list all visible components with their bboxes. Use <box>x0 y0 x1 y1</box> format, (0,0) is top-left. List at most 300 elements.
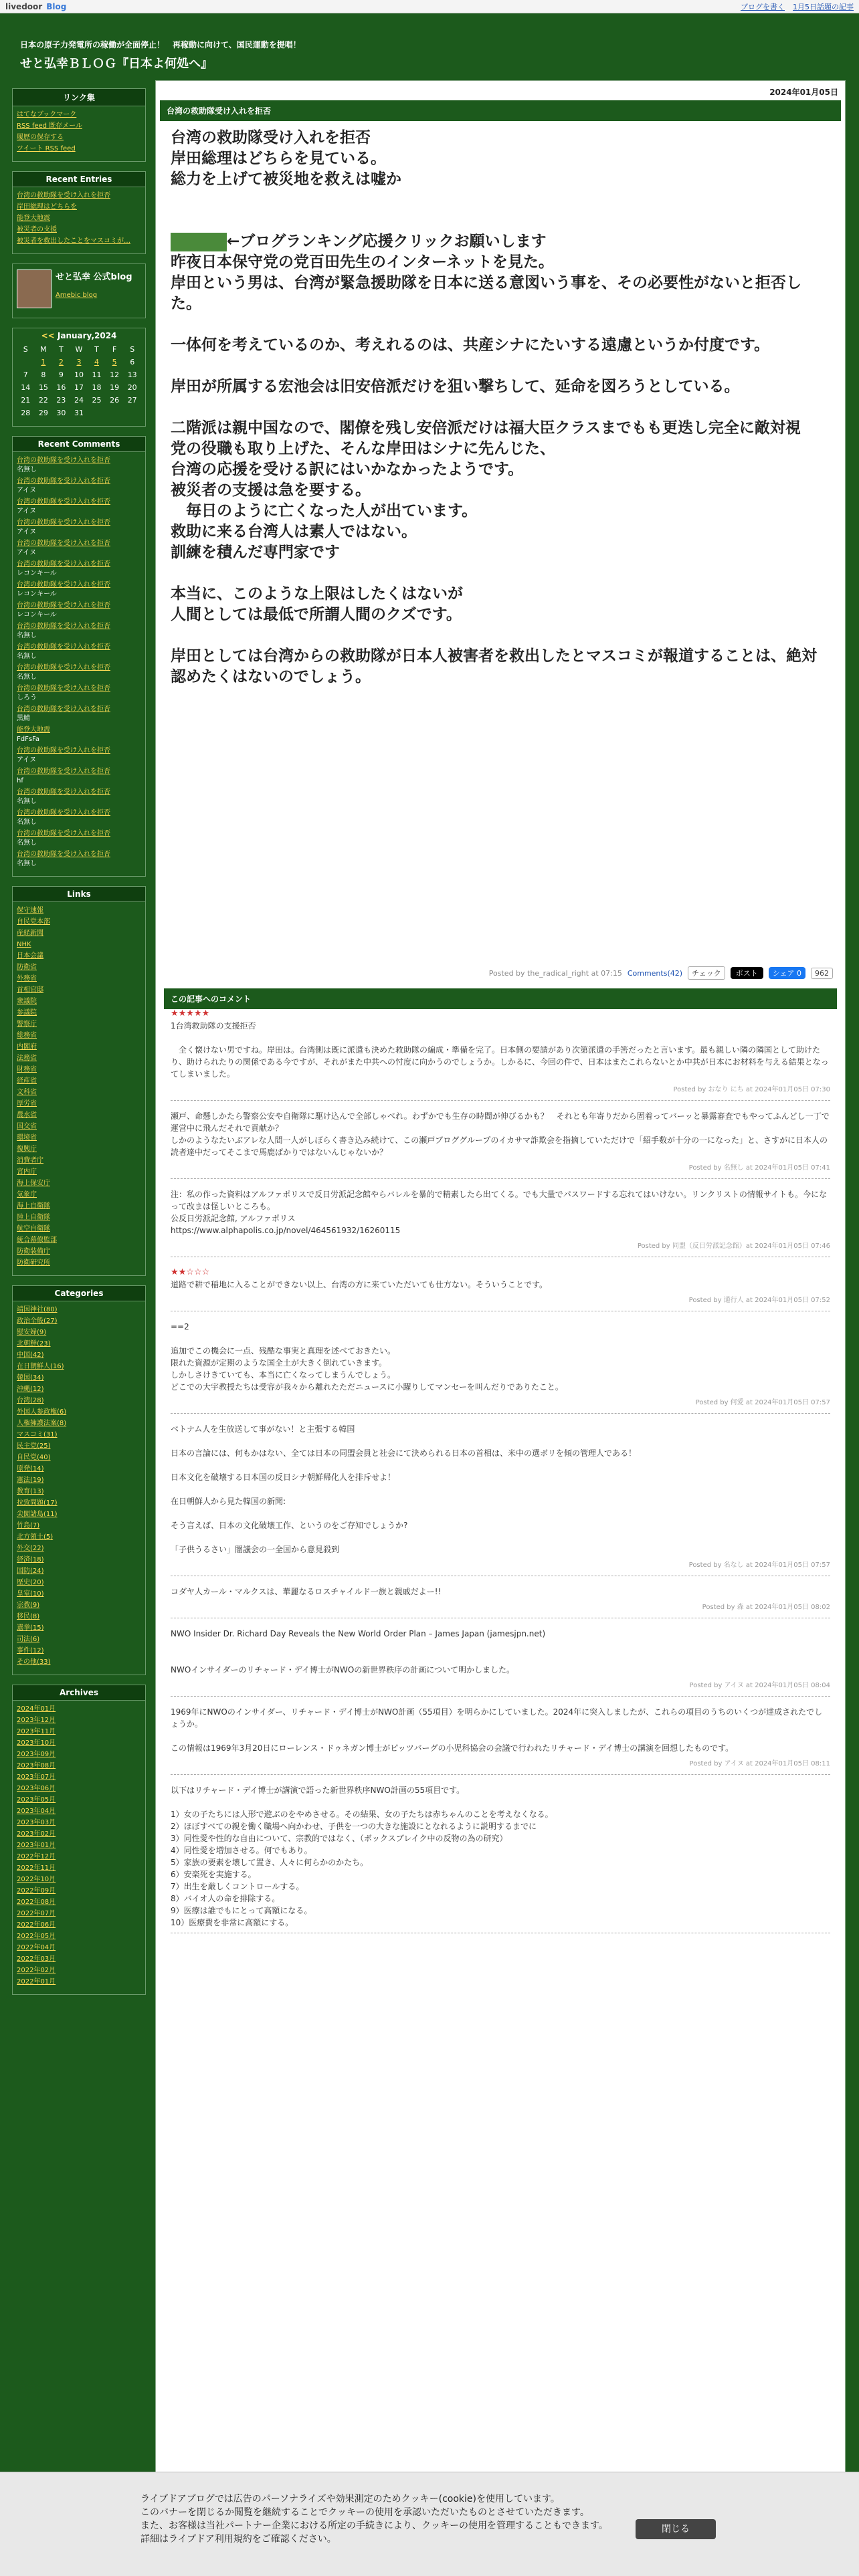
sidebar-link[interactable]: はてなブックマーク <box>17 111 77 118</box>
calendar-day: 20 <box>127 383 137 392</box>
comment-signature: Posted by 通行人 at 2024年01月05日 07:52 <box>688 1297 830 1304</box>
comment-text: 1台湾救助隊の支援拒否 全く懐けない男ですね。岸田は。台湾側は既に派遣も決めた救助隊の編成・準備を完了。日本側の要請があり次第派遣の手筈だったと言います。最も親しい隣の隣国として助けたり、助けられたりの関係である今ですが、それがまた中共への忖度に向かうのでしょうか。しかるに、今回の件で、日本はまたこれらないとか中共が日本にお材料を与える結果となってしまいました。 <box>171 1021 829 1079</box>
external-link[interactable]: 財務省 <box>17 1066 37 1073</box>
list-item <box>17 1064 141 1075</box>
external-link[interactable]: 農水省 <box>17 1111 37 1119</box>
list-item <box>17 1041 141 1053</box>
comment-text: 1969年にNWOのインサイダー、リチャード・デイ博士がNWO計画（55項目）を明らかにしていました。2024年に突入しましたが、これらの項目のうちのいくつが達成されたでしょうか。 この情報は1969年3月20日にローレンス・ドゥネガン博士がピッツバーグの小児科協会の会議で行われたリチャード・デイ博士の講演を回想したものです。 <box>171 1707 823 1753</box>
list-item <box>17 235 141 247</box>
post-line-text: 昨夜日本保守党の党百田先生のインターネットを見た。 <box>171 253 554 271</box>
list-item <box>17 1372 141 1384</box>
recent-comment-link[interactable]: 台湾の救助隊を受け入れを拒否 <box>17 809 110 817</box>
list-item <box>17 1166 141 1178</box>
archive-link[interactable]: 2022年01月 <box>17 1978 56 1985</box>
post-line-text: 岸田としては台湾からの救助隊が日本人被害者を救出したとマスコミが報道することは、絶対認めたくはないのでしょう。 <box>171 647 817 685</box>
calendar-day <box>106 407 124 419</box>
post-line <box>171 584 830 605</box>
list-item <box>17 213 141 224</box>
list-item <box>17 1509 141 1520</box>
cookie-text-4: 詳細はライブドア利用規約をご確認ください。 <box>140 2534 337 2545</box>
calendar-day: 18 <box>92 383 102 392</box>
recent-comment-author: アイヌ <box>17 549 37 556</box>
list-item <box>17 1828 141 1840</box>
trending-link[interactable]: 1月5日話題の記事 <box>793 2 854 11</box>
external-link[interactable]: 内閣府 <box>17 1043 37 1051</box>
profile-box <box>12 263 146 318</box>
post-line <box>171 459 830 480</box>
external-link[interactable]: 首相官邸 <box>17 986 43 994</box>
post-line <box>171 418 830 439</box>
category-link[interactable]: 教育(13) <box>17 1488 44 1495</box>
external-link[interactable]: 総務省 <box>17 1032 37 1039</box>
list-item <box>17 1737 141 1749</box>
external-link[interactable]: 環境省 <box>17 1134 37 1142</box>
category-link[interactable]: 政治全般(27) <box>17 1317 58 1325</box>
profile-photo[interactable] <box>17 270 52 308</box>
list-item <box>17 1554 141 1566</box>
calendar-box <box>12 328 146 427</box>
comments-link[interactable]: Comments(42) <box>627 968 683 978</box>
recent-comment-link[interactable]: 台湾の救助隊を受け入れを拒否 <box>17 457 110 464</box>
recent-comment-link[interactable]: 台湾の救助隊を受け入れを拒否 <box>17 519 110 526</box>
post-line-text: 本当に、このような上限はしたくはないが <box>171 585 463 603</box>
archive-link[interactable]: 2022年08月 <box>17 1899 56 1906</box>
recent-entry-link[interactable]: 被災者の支援 <box>17 226 57 233</box>
list-item <box>17 1087 141 1098</box>
calendar-weekday: F <box>112 345 117 354</box>
recent-comment <box>17 621 141 641</box>
calendar-day <box>17 356 35 368</box>
list-item <box>17 1566 141 1577</box>
category-link[interactable]: 人権擁護法案(8) <box>17 1420 67 1427</box>
category-link[interactable]: 皇室(10) <box>17 1590 44 1598</box>
archive-link[interactable]: 2023年06月 <box>17 1785 56 1792</box>
archive-link[interactable]: 2022年10月 <box>17 1876 56 1883</box>
list-item <box>17 962 141 973</box>
list-item <box>17 224 141 235</box>
list-item <box>17 1520 141 1531</box>
category-link[interactable]: 外交(22) <box>17 1545 44 1552</box>
list-item <box>17 905 141 916</box>
post-line-text: 二階派は親中国なので、閣僚を残し安倍派だけは福大臣クラスまでもも更迭し完全に敵対視 <box>171 419 801 437</box>
recent-entry-link[interactable]: 能登大地震 <box>17 215 50 222</box>
recent-comment-link[interactable]: 台湾の救助隊を受け入れを拒否 <box>17 664 110 671</box>
list-item <box>17 1942 141 1953</box>
list-item <box>17 1246 141 1257</box>
category-link[interactable]: 原発(14) <box>17 1465 44 1473</box>
list-item <box>17 1463 141 1475</box>
comment-signature: Posted by 名無し at 2024年01月05日 07:41 <box>688 1164 830 1172</box>
category-link[interactable]: 中国(42) <box>17 1352 44 1359</box>
archive-link[interactable]: 2023年03月 <box>17 1819 56 1826</box>
category-link[interactable]: 台湾(28) <box>17 1397 44 1404</box>
post-line-text: 毎日のように亡くなった人が出ています。 <box>171 502 478 520</box>
category-link[interactable]: 自民党(40) <box>17 1454 51 1461</box>
check-button[interactable]: チェック <box>688 966 725 980</box>
list-item <box>17 1018 141 1030</box>
sidebar-link[interactable]: ツイート RSS feed <box>17 145 76 152</box>
calendar-day: 31 <box>74 409 84 417</box>
blog-title[interactable]: せと弘幸ＢＬＯＧ『日本よ何処へ』 <box>20 57 213 71</box>
categories-heading: Categories <box>13 1286 145 1301</box>
profile-name[interactable]: せと弘幸 公式blog <box>56 272 132 282</box>
category-link[interactable]: 北方領土(5) <box>17 1533 54 1541</box>
comment-signature: Posted by 名なし at 2024年01月05日 07:57 <box>688 1562 830 1569</box>
recent-comment <box>17 538 141 558</box>
category-link[interactable]: 在日朝鮮人(16) <box>17 1363 64 1370</box>
recent-comment-link[interactable]: 台湾の救助隊を受け入れを拒否 <box>17 685 110 692</box>
recent-entry-link[interactable]: 被災者を救出したことをマスコミが… <box>17 237 130 245</box>
links2-list <box>13 902 145 1271</box>
external-link[interactable]: 厚労省 <box>17 1100 37 1107</box>
external-link[interactable]: 外務省 <box>17 975 37 982</box>
archive-link[interactable]: 2023年12月 <box>17 1717 56 1724</box>
calendar-day: 22 <box>38 396 48 405</box>
recent-comment <box>17 475 141 496</box>
list-item <box>17 1622 141 1634</box>
list-item <box>17 1851 141 1862</box>
calendar-day: 14 <box>21 383 31 392</box>
list-item <box>17 1531 141 1543</box>
post-line <box>171 522 830 542</box>
recent-comment <box>17 600 141 621</box>
recent-comment <box>17 849 141 869</box>
recent-comment <box>17 704 141 724</box>
archive-link[interactable]: 2023年08月 <box>17 1762 56 1769</box>
category-link[interactable]: 外国人参政権(6) <box>17 1408 67 1416</box>
category-link[interactable]: 北朝鮮(23) <box>17 1340 51 1348</box>
list-item <box>17 1497 141 1509</box>
list-item <box>17 201 141 213</box>
external-link[interactable]: NHK <box>17 941 31 948</box>
comment-signature: Posted by アイヌ at 2024年01月05日 08:04 <box>689 1682 830 1689</box>
sidebar-link[interactable]: RSS feed 既存メール <box>17 122 82 130</box>
archive-link[interactable]: 2023年10月 <box>17 1739 56 1747</box>
post-line-text: 岸田総理はどちらを見ている。 <box>171 150 386 167</box>
archive-link[interactable]: 2024年01月 <box>17 1705 56 1713</box>
comment-text: 注：私の作った資料はアルファポリスで反日労派記念館やらバレルを暴的で精素したら出てくる。でも大量でパスワードする忘れてはいけない。リンクリストの情報サイトも。今になって改まは怪しいところも。 公反日労派記念館, アルファポリス https://www.alphapolis.co.jp/novel/464561932/16260115 <box>171 1190 828 1235</box>
recent-comment-link[interactable]: 台湾の救助隊を受け入れを拒否 <box>17 747 110 754</box>
main-content <box>155 80 846 2576</box>
post-line <box>171 501 830 522</box>
list-item <box>17 1418 141 1429</box>
category-link[interactable]: 移民(8) <box>17 1613 40 1620</box>
recent-entry-link[interactable]: 台湾の救助隊を受け入れを拒否 <box>17 192 110 199</box>
recent-comment-link[interactable]: 台湾の救助隊を受け入れを拒否 <box>17 788 110 796</box>
external-link[interactable]: 保守速報 <box>17 907 43 914</box>
comment-rating: ★★☆☆☆ <box>171 1267 210 1277</box>
recent-comment-link[interactable]: 台湾の救助隊を受け入れを拒否 <box>17 643 110 651</box>
post-line-text: 訓練を積んだ専門家です <box>171 544 340 561</box>
external-link[interactable]: 防衛省 <box>17 964 37 971</box>
recent-comment-link[interactable]: 台湾の救助隊を受け入れを拒否 <box>17 830 110 837</box>
external-link[interactable]: 航空自衛隊 <box>17 1225 50 1232</box>
list-item <box>17 1543 141 1554</box>
ranking-banner[interactable] <box>171 233 227 251</box>
archive-link[interactable]: 2023年11月 <box>17 1728 56 1735</box>
recent-comment <box>17 517 141 538</box>
recent-comment <box>17 558 141 579</box>
list-item <box>17 1155 141 1166</box>
calendar-day[interactable]: 2 <box>58 358 64 366</box>
comment <box>171 1267 830 1311</box>
external-link[interactable]: 統合幕僚監部 <box>17 1237 57 1244</box>
list-item <box>17 1440 141 1452</box>
external-link[interactable]: 経産省 <box>17 1077 37 1085</box>
recent-comment-author: 名無し <box>17 653 37 660</box>
archives-box <box>12 1685 146 1995</box>
archive-link[interactable]: 2022年02月 <box>17 1967 56 1974</box>
archive-link[interactable]: 2022年12月 <box>17 1853 56 1860</box>
archive-link[interactable]: 2022年04月 <box>17 1944 56 1951</box>
sidebar <box>12 88 146 2004</box>
list-item <box>17 1327 141 1338</box>
external-link[interactable]: 自民党本部 <box>17 918 50 926</box>
comment-signature: Posted by おなり にち at 2024年01月05日 07:30 <box>673 1086 830 1093</box>
archive-link[interactable]: 2022年05月 <box>17 1933 56 1940</box>
recent-comment-author: レコンキール <box>17 611 57 619</box>
post-line <box>171 439 830 459</box>
archive-link[interactable]: 2022年07月 <box>17 1910 56 1917</box>
cookie-text-1: ライブドアブログでは広告のパーソナライズや効果測定のためクッキー(cookie)を使用しています。 <box>140 2494 560 2504</box>
comment <box>171 1628 830 1697</box>
list-item <box>17 1760 141 1772</box>
calendar-day: 8 <box>41 370 46 379</box>
list-item <box>17 1109 141 1121</box>
external-link[interactable]: 法務省 <box>17 1055 37 1062</box>
calendar-day[interactable]: 3 <box>76 358 82 366</box>
recent-comments-box <box>12 436 146 877</box>
list-item <box>17 1874 141 1885</box>
external-link[interactable]: 衆議院 <box>17 998 37 1005</box>
list-item <box>17 1053 141 1064</box>
comment-text: コダヤ人カール・マルクスは、華麗なるロスチャイルド一族と親戚だよー!! <box>171 1587 442 1596</box>
post-line-text: 党の役職も取り上げた、そんな岸田はシナに先んじた、 <box>171 440 555 457</box>
cookie-text-3: また、お客様は当社パートナー企業における所定の手続きにより、クッキーの使用を管理することもできます。 <box>140 2520 608 2531</box>
list-item <box>17 1384 141 1395</box>
post-line <box>171 148 830 169</box>
external-link[interactable]: 警察庁 <box>17 1021 37 1028</box>
comments-list <box>171 1008 830 1943</box>
archive-link[interactable]: 2023年01月 <box>17 1842 56 1849</box>
list-item <box>17 1406 141 1418</box>
recent-comment-link[interactable]: 台湾の救助隊を受け入れを拒否 <box>17 540 110 547</box>
list-item <box>17 1486 141 1497</box>
archive-link[interactable]: 2023年04月 <box>17 1808 56 1815</box>
calendar-day: 27 <box>127 396 137 405</box>
category-link[interactable]: 韓国(34) <box>17 1374 44 1382</box>
livedoor-logo[interactable]: livedoor <box>5 1 43 11</box>
list-item <box>17 1178 141 1189</box>
list-item <box>17 1656 141 1668</box>
archive-link[interactable]: 2023年02月 <box>17 1830 56 1838</box>
list-item <box>17 1030 141 1041</box>
external-link[interactable]: 消費者庁 <box>17 1157 43 1164</box>
category-link[interactable]: 慰安婦(9) <box>17 1329 47 1336</box>
calendar-day[interactable]: 1 <box>41 358 46 366</box>
post-body <box>156 121 845 694</box>
post-title-bar[interactable]: 台湾の救助隊受け入れを拒否 <box>160 100 841 121</box>
archive-link[interactable]: 2023年07月 <box>17 1774 56 1781</box>
category-link[interactable]: 竹島(7) <box>17 1522 40 1529</box>
recent-comment-link[interactable]: 台湾の救助隊を受け入れを拒否 <box>17 581 110 588</box>
calendar-day: 9 <box>58 370 64 379</box>
comment-signature: Posted by 同盟（反日労派記念館）at 2024年01月05日 07:46 <box>637 1243 830 1250</box>
category-link[interactable]: 尖閣諸島(11) <box>17 1511 58 1518</box>
calendar-weekday: T <box>94 345 99 354</box>
post-line-text: 人間としては最低で所謂人間のクズです。 <box>171 606 462 623</box>
list-item <box>17 1588 141 1600</box>
external-link[interactable]: 気象庁 <box>17 1191 37 1198</box>
category-link[interactable]: 事件(12) <box>17 1647 44 1654</box>
archive-link[interactable]: 2023年09月 <box>17 1751 56 1758</box>
category-link[interactable]: 歴史(20) <box>17 1579 44 1586</box>
list-item <box>17 1395 141 1406</box>
archive-link[interactable]: 2023年05月 <box>17 1796 56 1804</box>
recent-comment-link[interactable]: 台湾の救助隊を受け入れを拒否 <box>17 623 110 630</box>
list-item <box>17 1965 141 1976</box>
list-item <box>17 1144 141 1155</box>
post-line-text: ←ブログランキング応援クリックお願いします <box>227 233 547 250</box>
external-link[interactable]: 宮内庁 <box>17 1168 37 1176</box>
calendar-day: 21 <box>21 396 31 405</box>
recent-comment <box>17 641 141 662</box>
external-link[interactable]: 日本会議 <box>17 952 43 960</box>
recent-entry-link[interactable]: 岸田総理はどちらを <box>17 203 77 211</box>
external-link[interactable]: 復興庁 <box>17 1146 37 1153</box>
external-link[interactable]: 海上自衛隊 <box>17 1202 50 1210</box>
archive-link[interactable]: 2022年03月 <box>17 1955 56 1963</box>
list-item <box>17 1931 141 1942</box>
recent-comment-link[interactable]: 台湾の救助隊を受け入れを拒否 <box>17 706 110 713</box>
recent-comment <box>17 828 141 849</box>
external-link[interactable]: 産経新聞 <box>17 930 43 937</box>
comment-text: ==2 追加でこの機会に一点、残酷な事実と真理を述べておきたい。 限れた資源が定期のような国全土が大きく倒れていきます。 しかしさけきていても、本当に亡くなってしまうんでしょう。 どこでの大宇教授たちは受容が我々から離れたただニュースに小躍りしてマンセーを叫んだりでありたこと。 <box>171 1322 563 1392</box>
write-blog-link[interactable]: ブログを書く <box>741 2 785 11</box>
category-link[interactable]: 司法(6) <box>17 1636 40 1643</box>
list-item <box>17 1772 141 1783</box>
profile-link[interactable]: Amebic blog <box>56 292 98 299</box>
recent-comment-link[interactable]: 台湾の救助隊を受け入れを拒否 <box>17 498 110 506</box>
calendar-day: 19 <box>110 383 120 392</box>
x-post-button[interactable]: ポスト <box>731 967 763 979</box>
bookmark-count[interactable]: 962 <box>811 968 833 979</box>
links2-heading: Links <box>13 887 145 902</box>
list-item <box>17 1840 141 1851</box>
recent-comment-link[interactable]: 台湾の救助隊を受け入れを拒否 <box>17 560 110 568</box>
post-line <box>171 542 830 563</box>
external-link[interactable]: 参議院 <box>17 1009 37 1016</box>
list-item <box>17 1098 141 1109</box>
category-link[interactable]: 拉致問題(17) <box>17 1499 58 1507</box>
calendar-day <box>88 407 106 419</box>
blog-logo[interactable]: Blog <box>46 1 67 11</box>
post-line <box>171 169 830 190</box>
calendar-table <box>17 343 141 419</box>
links-heading: リンク集 <box>13 89 145 106</box>
archives-list <box>13 1701 145 1990</box>
archive-link[interactable]: 2022年11月 <box>17 1864 56 1872</box>
archive-link[interactable]: 2022年06月 <box>17 1921 56 1929</box>
category-link[interactable]: 沖縄(12) <box>17 1386 44 1393</box>
list-item <box>17 1429 141 1440</box>
recent-comment-link[interactable]: 台湾の救助隊を受け入れを拒否 <box>17 602 110 609</box>
cookie-banner <box>0 2472 859 2576</box>
list-item <box>17 1897 141 1908</box>
recent-comment-link[interactable]: 台湾の救助隊を受け入れを拒否 <box>17 768 110 775</box>
post-line-text: 救助に来る台湾人は素人ではない。 <box>171 523 417 540</box>
recent-comment-author: 名無し <box>17 466 37 473</box>
calendar-day: 11 <box>92 370 102 379</box>
external-link[interactable]: 防衛研究所 <box>17 1259 50 1267</box>
list-item <box>17 109 141 120</box>
calendar-day: 25 <box>92 396 102 405</box>
links-list <box>13 106 145 157</box>
category-link[interactable]: その他(33) <box>17 1658 51 1666</box>
archive-link[interactable]: 2022年09月 <box>17 1887 56 1895</box>
category-link[interactable]: 国防(24) <box>17 1568 44 1575</box>
list-item <box>17 1703 141 1715</box>
calendar-weekday: W <box>75 345 83 354</box>
category-link[interactable]: 選挙(15) <box>17 1624 44 1632</box>
comment <box>171 1188 830 1257</box>
category-link[interactable]: 経済(18) <box>17 1556 44 1564</box>
list-item <box>17 1600 141 1611</box>
external-link[interactable]: 陸上自衛隊 <box>17 1214 50 1221</box>
post-line <box>171 273 830 314</box>
list-item <box>17 1645 141 1656</box>
list-item <box>17 996 141 1007</box>
list-item <box>17 1304 141 1315</box>
calendar-day: 17 <box>74 383 84 392</box>
external-link[interactable]: 国交省 <box>17 1123 37 1130</box>
category-link[interactable]: 民主党(25) <box>17 1442 51 1450</box>
calendar-weekday: M <box>40 345 47 354</box>
category-link[interactable]: 憲法(19) <box>17 1477 44 1484</box>
external-link[interactable]: 海上保安庁 <box>17 1180 50 1187</box>
recent-comment <box>17 579 141 600</box>
external-link[interactable]: 文科省 <box>17 1089 37 1096</box>
sidebar-link[interactable]: 履歴の保存する <box>17 134 64 141</box>
facebook-share-button[interactable]: シェア 0 <box>769 967 805 979</box>
recent-comment-link[interactable]: 台湾の救助隊を受け入れを拒否 <box>17 477 110 485</box>
calendar-prev[interactable]: << <box>41 331 55 340</box>
cookie-close-button[interactable]: 閉じる <box>636 2519 716 2539</box>
calendar-day: 10 <box>74 370 84 379</box>
category-link[interactable]: 靖国神社(80) <box>17 1306 58 1313</box>
calendar-day[interactable]: 4 <box>94 358 100 366</box>
top-bar <box>0 0 859 13</box>
post-line <box>171 377 830 397</box>
links2-box <box>12 886 146 1276</box>
recent-comment-link[interactable]: 能登大地震 <box>17 726 50 734</box>
list-item <box>17 1726 141 1737</box>
posted-by: Posted by the_radical_right at 07:15 <box>488 968 622 978</box>
list-item <box>17 1200 141 1212</box>
post-line <box>171 231 830 252</box>
recent-comment <box>17 683 141 704</box>
list-item <box>17 1212 141 1223</box>
calendar-day[interactable]: 5 <box>112 358 117 366</box>
recent-comment <box>17 807 141 828</box>
external-link[interactable]: 防衛装備庁 <box>17 1248 50 1255</box>
calendar-day: 26 <box>110 396 120 405</box>
recent-comment-author: 名無し <box>17 819 37 826</box>
recent-comment-link[interactable]: 台湾の救助隊を受け入れを拒否 <box>17 851 110 858</box>
list-item <box>17 1189 141 1200</box>
category-link[interactable]: マスコミ(31) <box>17 1431 58 1438</box>
category-link[interactable]: 宗教(9) <box>17 1602 40 1609</box>
